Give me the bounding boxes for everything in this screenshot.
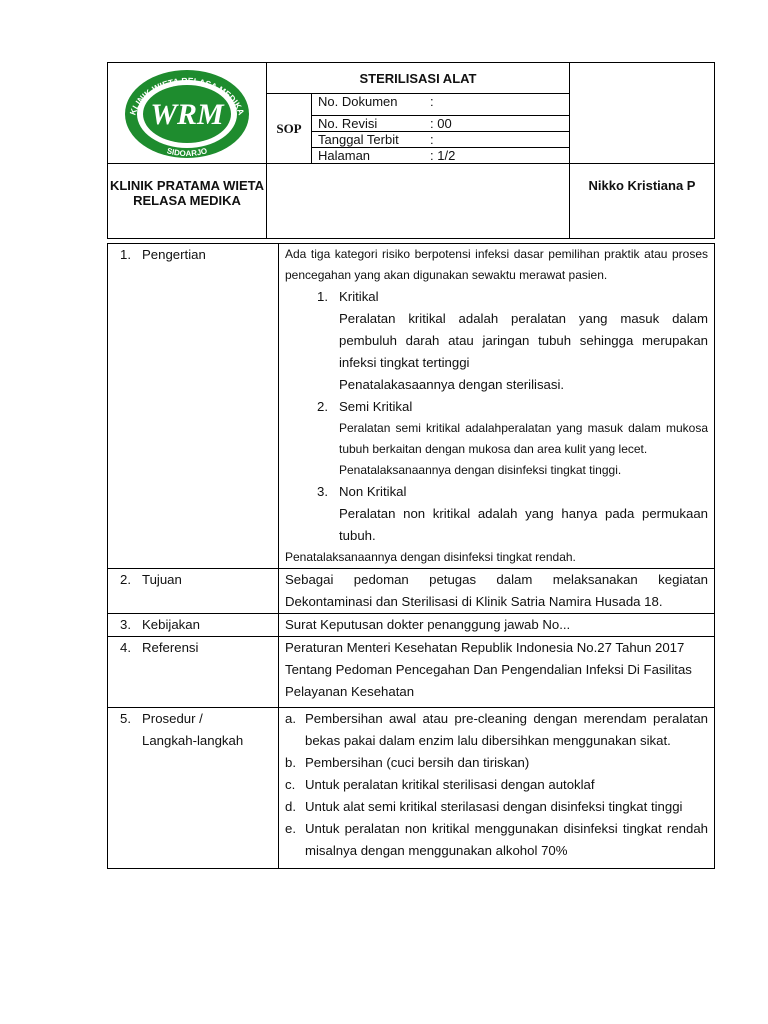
procedure-step: d. Untuk alat semi kritikal sterilasasi dengan disinfeksi tingkat tinggi [285,799,683,814]
section-content: Peraturan Menteri Kesehatan Republik Indonesia No.27 Tahun 2017 Tentang Pedoman Pencegahan Dan Pengendalian Infeksi Di Fasilitas Pelayanan Kesehatan [279,637,715,708]
section-kebijakan [108,614,715,637]
category-handling: Penatalakasaannya dengan sterilisasi. [339,377,565,392]
procedure-step: c. Untuk peralatan kritikal sterilisasi dengan autoklaf [285,777,595,792]
logo-cell [108,63,267,164]
sop-content-table [107,243,715,869]
document-title: STERILISASI ALAT [267,63,570,94]
category-title: 1. Kritikal [317,289,379,304]
category-desc: Peralatan semi kritikal adalahperalatan yang masuk dalam mukosa tubuh berkaitan dengan mukosa dan area kulit yang lecet. [339,421,708,456]
category-desc: Peralatan kritikal adalah peralatan yang masuk dalam pembuluh darah atau jaringan tubuh sehingga merupakan infeksi tingkat tertinggi [339,311,708,370]
logo-bottom-text: SIDOARJO [165,145,209,158]
section-tujuan [108,569,715,614]
section-pengertian [108,244,715,569]
definition-intro: Ada tiga kategori risiko berpotensi infeksi dasar pemilihan praktik atau proses pencegahan yang akan digunakan sewaktu merawat pasien. [285,247,708,282]
meta-row: No. Dokumen : [312,94,570,116]
signatory-name: Nikko Kristiana P [570,164,715,239]
section-content [279,708,715,869]
section-content [279,244,715,569]
sop-header-table [107,62,715,239]
section-prosedur [108,708,715,869]
meta-row: Halaman : 1/2 [312,148,570,164]
category-title: 3. Non Kritikal [317,484,407,499]
section-content: Surat Keputusan dokter penanggung jawab No... [279,614,715,637]
clinic-name: KLINIK PRATAMA WIETA RELASA MEDIKA [108,164,267,239]
clinic-logo [117,64,257,160]
category-title: 2. Semi Kritikal [317,399,413,414]
header-middle-blank [267,164,570,239]
procedure-step: e. Untuk peralatan non kritikal menggunakan disinfeksi tingkat rendah misalnya dengan menggunakan alkohol 70% [285,821,708,858]
section-content: Sebagai pedoman petugas dalam melaksanakan kegiatan Dekontaminasi dan Sterilisasi di Klinik Satria Namira Husada 18. [279,569,715,614]
header-right-blank [570,63,715,164]
logo-monogram: WRM [150,97,224,131]
procedure-step: a. Pembersihan awal atau pre-cleaning dengan merendam peralatan bekas pakai dalam enzim lalu dibersihkan menggunakan sikat. [285,711,708,748]
section-label: 5. Prosedur / Langkah-langkah [108,708,279,869]
sop-label: SOP [267,94,312,164]
section-label: 1. Pengertian [108,244,279,569]
category-handling: Penatalaksanaannya dengan disinfeksi tingkat tinggi. [339,463,622,477]
meta-row: Tanggal Terbit : [312,132,570,148]
section-label: 3. Kebijakan [108,614,279,637]
section-label: 2. Tujuan [108,569,279,614]
procedure-step: b. Pembersihan (cuci bersih dan tiriskan) [285,755,530,770]
section-referensi [108,637,715,708]
definition-closing: Penatalaksanaannya dengan disinfeksi tingkat rendah. [285,550,576,564]
meta-row: No. Revisi : 00 [312,116,570,132]
category-desc: Peralatan non kritikal adalah yang hanya pada permukaan tubuh. [339,506,708,543]
logo-ring-text: KLINIK WIETA RELASA MEDIKA [127,75,247,116]
section-label: 4. Referensi [108,637,279,708]
